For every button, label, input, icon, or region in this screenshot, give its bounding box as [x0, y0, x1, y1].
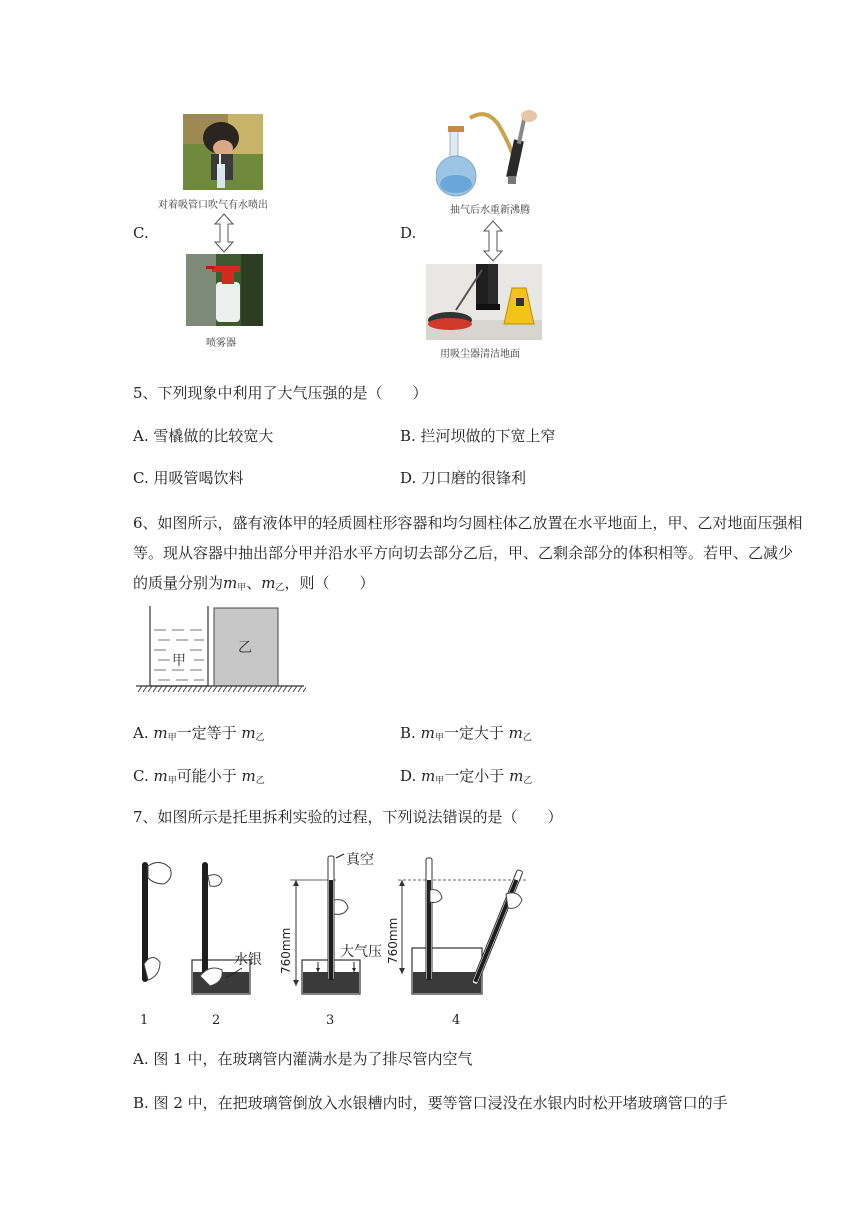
label-760mm-fig3: 760mm: [279, 927, 293, 974]
q6-option-d: D. $m_甲$一定小于 $m_乙$: [400, 767, 533, 786]
mercury-trough-4: [413, 972, 481, 993]
glass-tube-2: [202, 862, 208, 980]
caption-blowing-straw: 对着吸管口吹气有水喷出: [158, 200, 268, 211]
q6-option-c: C. $m_甲$可能小于 $m_乙$: [133, 767, 265, 786]
q6-option-a: A. $m_甲$一定等于 $m_乙$: [133, 724, 265, 743]
option-letter-c: C.: [133, 224, 149, 242]
caption-sprayer: 喷雾器: [206, 338, 236, 349]
figure-number-4: 4: [452, 1013, 461, 1028]
double-arrow-icon: [213, 213, 235, 253]
q7-figure-torricelli: [130, 844, 540, 1030]
label-mercury: 水银: [234, 952, 262, 968]
caption-vacuum-cleaner: 用吸尘器清洁地面: [440, 349, 520, 360]
photo-floor-cleaner: [426, 264, 542, 340]
q6-stem: 6、如图所示，盛有液体甲的轻质圆柱形容器和均匀圆柱体乙放置在水平地面上，甲、乙对地面压强相等。现从容器中抽出部分甲并沿水平方向切去部分乙后，甲、乙剩余部分的体积相等。若甲、乙减少的质量分别为$m_甲$、$m_乙$，则（ ）: [133, 514, 803, 593]
label-760mm-fig4: 760mm: [386, 917, 400, 964]
q5-option-a: A. 雪橇做的比较宽大: [133, 427, 274, 445]
caption-reboil: 抽气后水重新沸腾: [450, 205, 530, 216]
q5-option-c: C. 用吸管喝饮料: [133, 469, 244, 487]
q5-stem: 5、下列现象中利用了大气压强的是（ ）: [133, 384, 428, 402]
figure-number-3: 3: [326, 1013, 335, 1028]
photo-sprayer: [186, 254, 263, 326]
double-arrow-icon: [482, 220, 504, 262]
figure-number-1: 1: [140, 1013, 149, 1028]
q7-option-b: B. 图 2 中，在把玻璃管倒放入水银槽内时，要等管口浸没在水银内时松开堵玻璃管口的手: [133, 1094, 728, 1112]
q7-stem: 7、如图所示是托里拆利实验的过程，下列说法错误的是（ ）: [133, 808, 563, 826]
photo-child-blowing-straw: [183, 114, 263, 190]
photo-flask-pump: [436, 104, 546, 198]
q6-figure-containers: [136, 604, 306, 696]
q6-option-b: B. $m_甲$一定大于 $m_乙$: [400, 724, 532, 743]
label-vacuum: 真空: [346, 852, 374, 868]
figure-number-2: 2: [212, 1013, 221, 1028]
label-yi: 乙: [238, 640, 252, 656]
q5-option-b: B. 拦河坝做的下宽上窄: [400, 427, 556, 445]
label-jia: 甲: [172, 653, 186, 669]
q7-option-a: A. 图 1 中，在玻璃管内灌满水是为了排尽管内空气: [133, 1050, 473, 1068]
q5-option-d: D. 刀口磨的很锋利: [400, 469, 527, 487]
option-letter-d: D.: [400, 224, 417, 242]
label-atmospheric-pressure: 大气压: [340, 944, 382, 960]
